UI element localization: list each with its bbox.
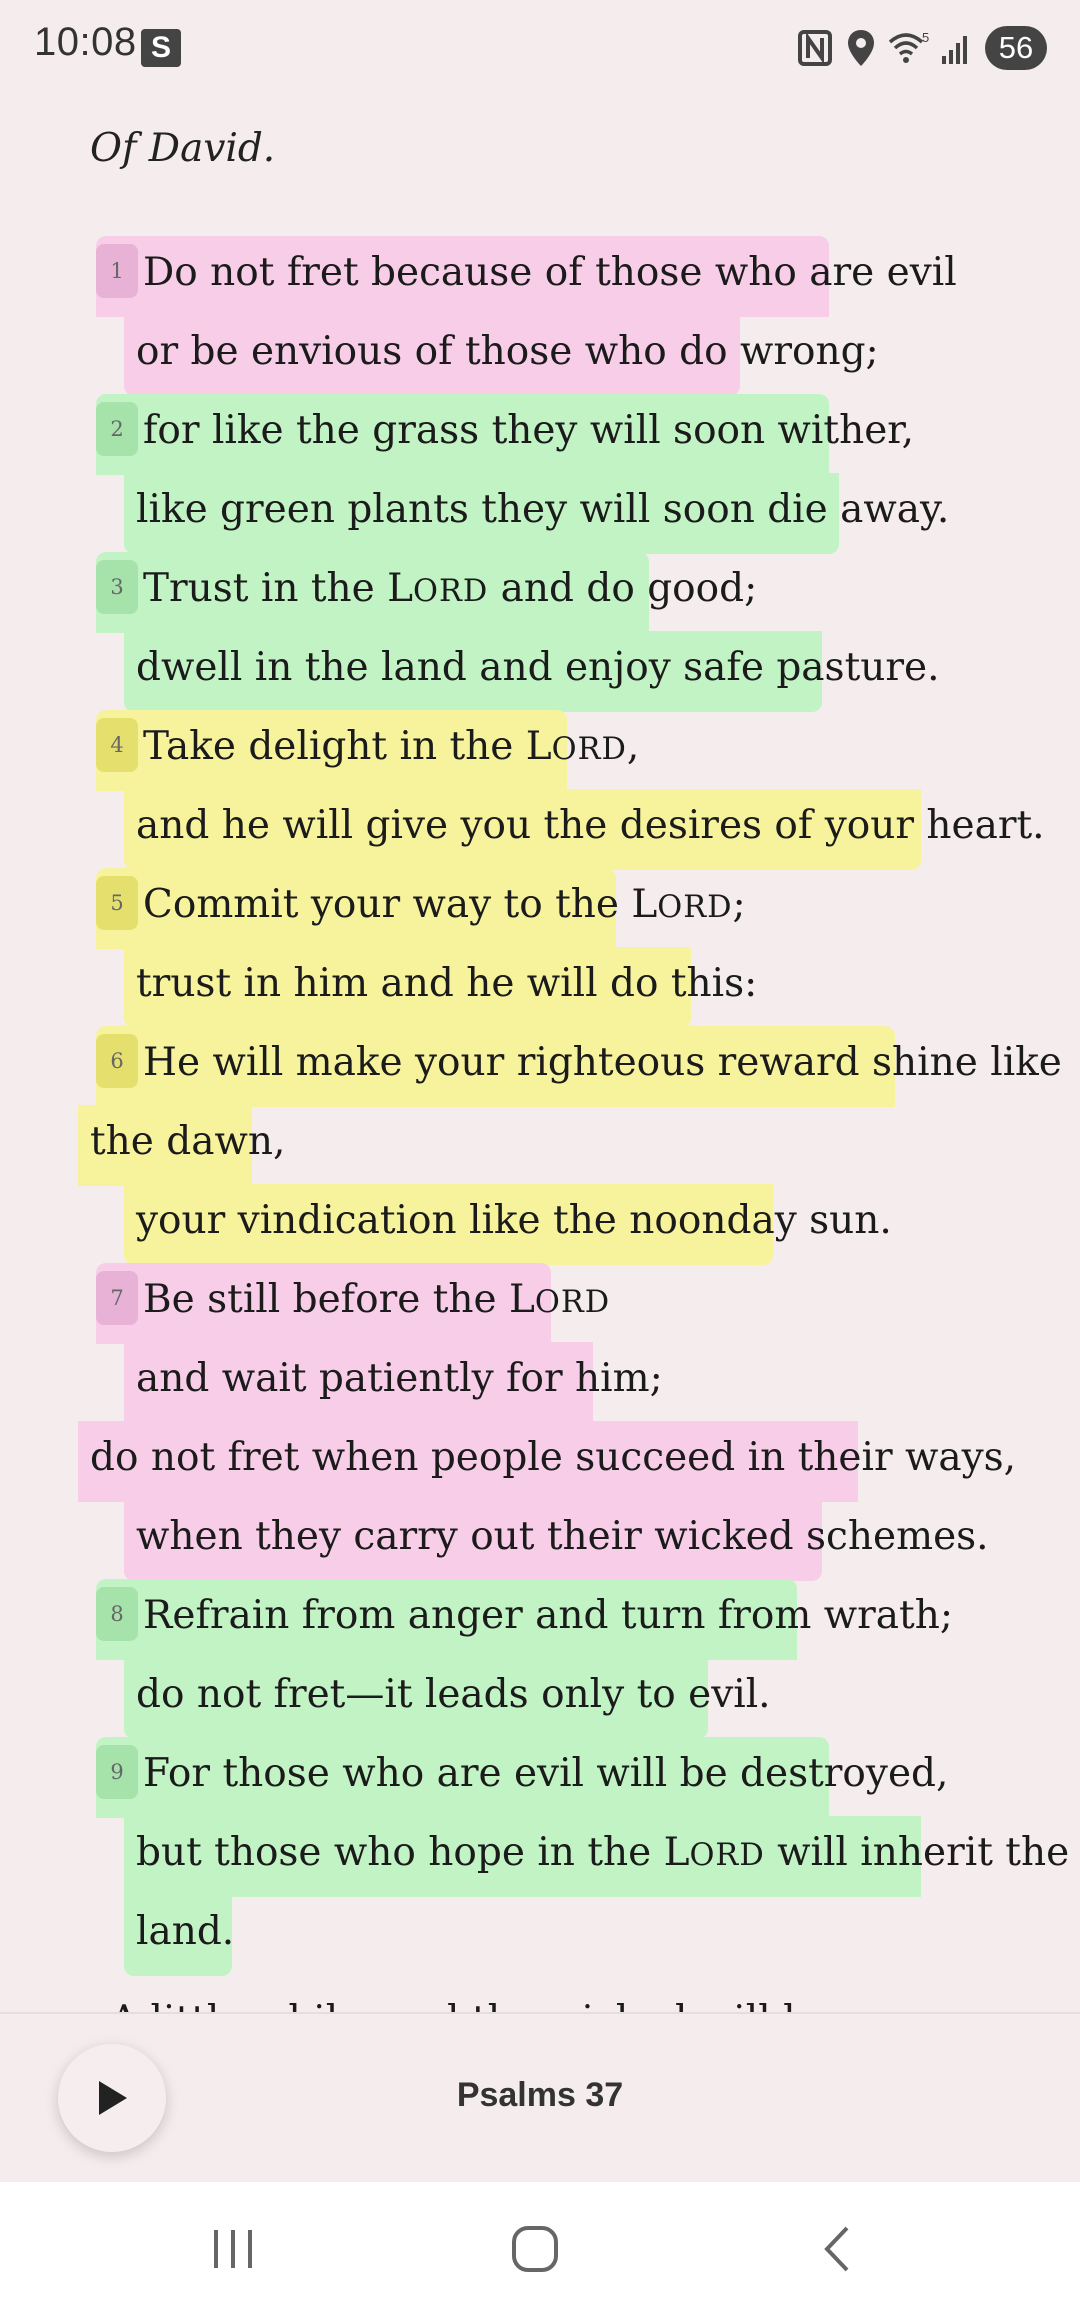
nfc-icon (798, 28, 832, 68)
signal-icon (940, 28, 972, 68)
verse-line[interactable]: Refrain from anger and turn from wrath; (143, 1593, 953, 1638)
recent-apps-button[interactable] (193, 2216, 273, 2282)
app-notification-badge: S (141, 29, 181, 67)
verse-line[interactable]: Be still before the LORD (143, 1277, 611, 1322)
verse-line[interactable]: For those who are evil will be destroyed, (143, 1751, 949, 1796)
verse-line[interactable]: land. (136, 1909, 235, 1954)
verse-line[interactable]: dwell in the land and enjoy safe pasture. (136, 645, 940, 690)
battery-indicator (985, 26, 1047, 70)
verse-number[interactable]: 4 (96, 718, 138, 772)
status-time: 10:08 (34, 20, 137, 64)
verse-line[interactable]: or be envious of those who do wrong; (136, 329, 879, 374)
verse-line[interactable]: Do not fret because of those who are evil (143, 250, 957, 295)
status-bar (0, 0, 1080, 96)
verse-number[interactable]: 5 (96, 876, 138, 930)
verse-line[interactable]: when they carry out their wicked schemes. (136, 1514, 989, 1559)
verse-line[interactable]: Trust in the LORD and do good; (143, 566, 758, 611)
chapter-title[interactable]: Psalms 37 (456, 2076, 624, 2114)
verse-number[interactable]: 1 (96, 244, 138, 298)
battery-level: 56 (998, 30, 1034, 65)
home-icon (510, 2224, 560, 2274)
location-icon (846, 28, 876, 68)
verse-line[interactable]: He will make your righteous reward shine like (143, 1040, 1062, 1085)
verse-line[interactable]: and wait patiently for him; (136, 1356, 663, 1401)
verse-line[interactable]: do not fret—it leads only to evil. (136, 1672, 771, 1717)
back-icon (817, 2224, 857, 2274)
verse-number[interactable]: 8 (96, 1587, 138, 1641)
verse-line[interactable]: do not fret when people succeed in their ways, (90, 1435, 1017, 1480)
verse-line[interactable]: trust in him and he will do this: (136, 961, 758, 1006)
verse-line[interactable]: but those who hope in the LORD will inherit the (136, 1830, 1070, 1875)
psalm-superscription: Of David. (90, 126, 276, 171)
verse-number[interactable]: 3 (96, 560, 138, 614)
recent-apps-icon (210, 2226, 256, 2272)
verse-line[interactable]: Take delight in the LORD, (143, 724, 640, 769)
system-navigation-bar (0, 2182, 1080, 2316)
verse-line[interactable]: Commit your way to the LORD; (143, 882, 746, 927)
verse-line[interactable]: your vindication like the noonday sun. (136, 1198, 892, 1243)
verse-line[interactable]: for like the grass they will soon wither, (143, 408, 915, 453)
back-button[interactable] (797, 2216, 877, 2282)
verse-number[interactable]: 7 (96, 1271, 138, 1325)
verse-number[interactable]: 9 (96, 1745, 138, 1799)
verse-number[interactable]: 2 (96, 402, 138, 456)
scripture-reader[interactable] (0, 96, 1080, 2012)
verse-line[interactable]: the dawn, (90, 1119, 286, 1164)
wifi-icon (886, 28, 932, 68)
audio-player-bar (0, 2012, 1080, 2184)
verse-line[interactable]: like green plants they will soon die away. (136, 487, 950, 532)
home-button[interactable] (495, 2216, 575, 2282)
verse-number[interactable]: 6 (96, 1034, 138, 1088)
verse-line[interactable]: and he will give you the desires of your heart. (136, 803, 1045, 848)
svg-text:5: 5 (922, 30, 930, 45)
